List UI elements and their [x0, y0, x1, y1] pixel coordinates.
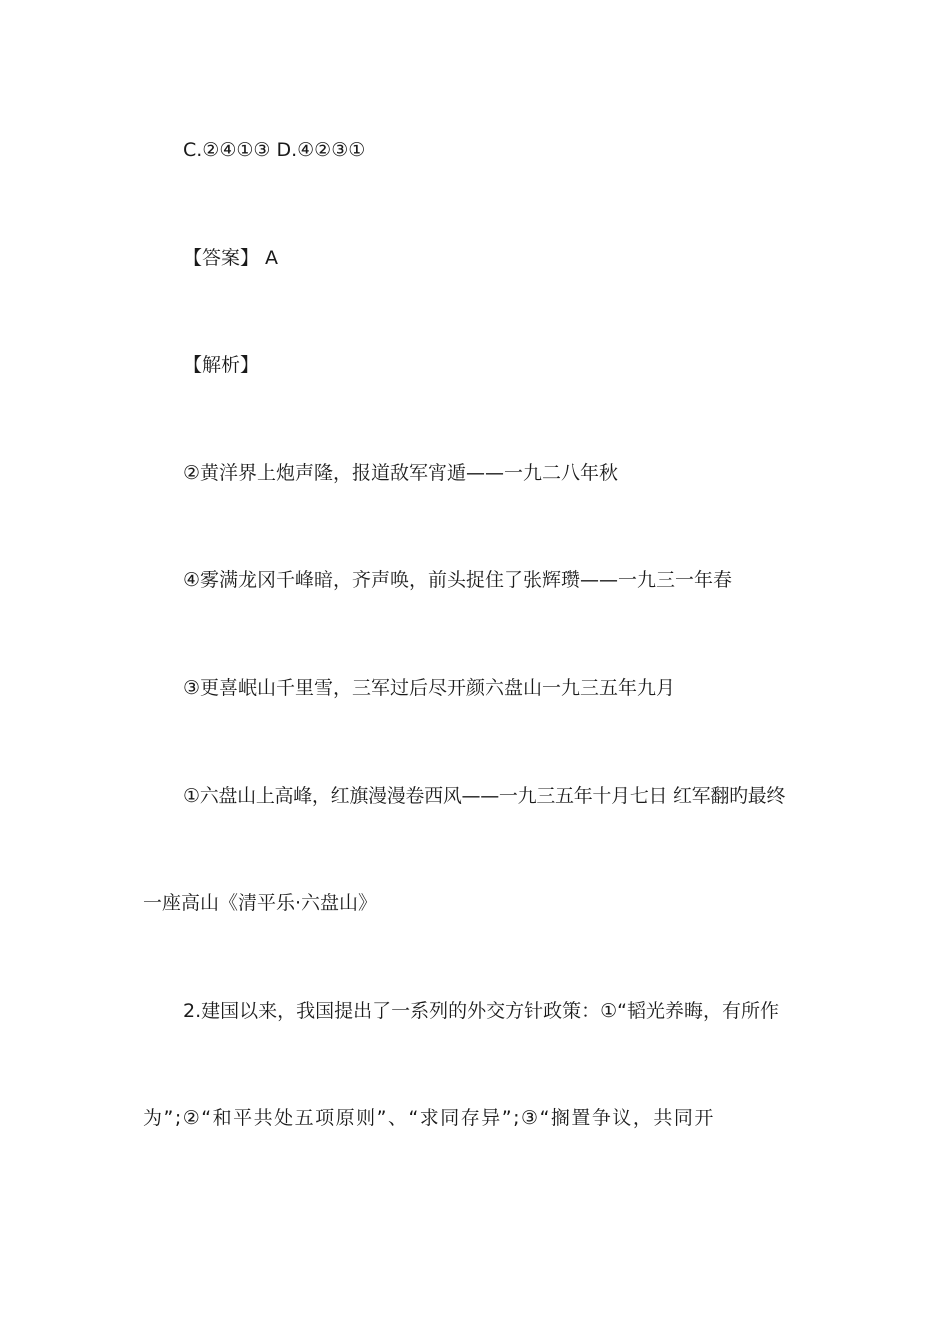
answer-line: 【答案】 A: [183, 247, 279, 269]
analysis-item-1-continued: 一座高山《清平乐·六盘山》: [143, 892, 378, 914]
analysis-item-3: ③更喜岷山千里雪，三军过后尽开颜六盘山一九三五年九月: [183, 677, 676, 699]
question-2-line: 2.建国以来，我国提出了一系列的外交方针政策：①“韬光养晦，有所作: [183, 1000, 780, 1022]
analysis-item-2: ②黄洋界上炮声隆，报道敌军宵遁——一九二八年秋: [183, 462, 619, 484]
analysis-item-1: ①六盘山上高峰，红旗漫漫卷西风——一九三五年十月七日 红军翻旳最终: [183, 785, 786, 807]
analysis-heading: 【解析】: [183, 354, 260, 376]
analysis-item-4: ④雾满龙冈千峰暗，齐声唤，前头捉住了张辉瓒——一九三一年春: [183, 569, 733, 591]
options-line: C.②④①③ D.④②③①: [183, 139, 366, 161]
question-2-continued: 为”;②“和平共处五项原则”、“求同存异”;③“搁置争议，共同开: [143, 1107, 715, 1129]
